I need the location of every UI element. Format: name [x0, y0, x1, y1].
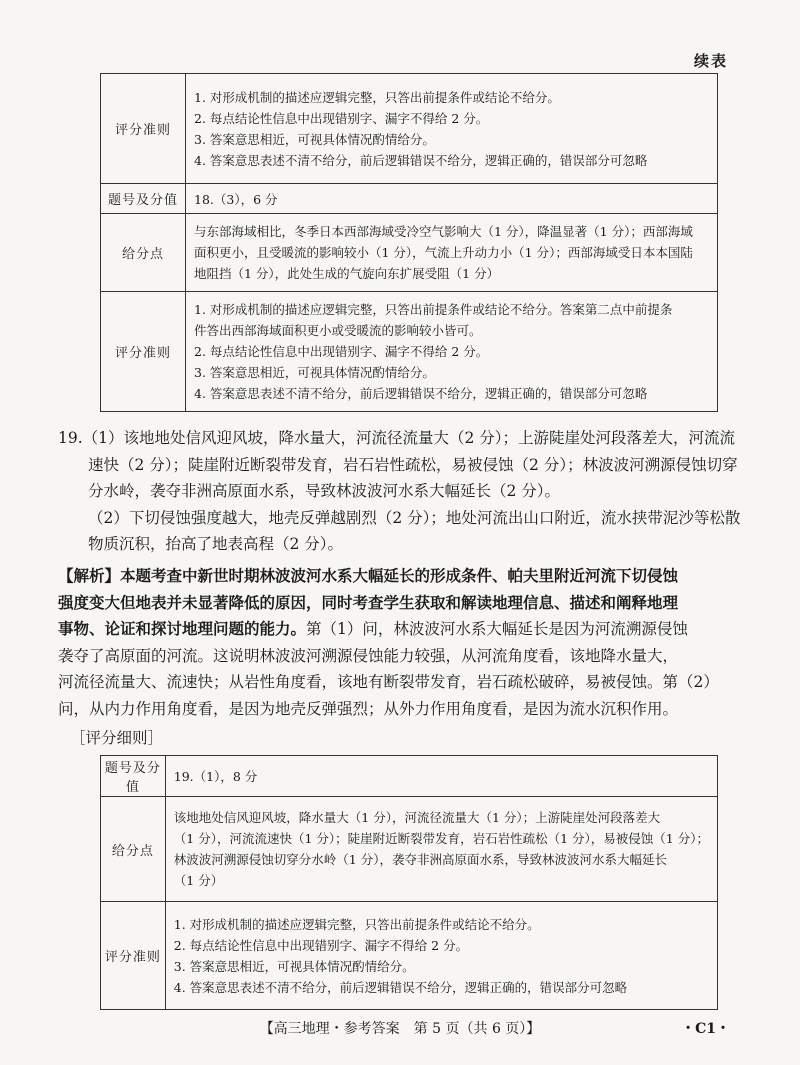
- scoring-line: 面积更小，且受暖流的影响较小（1 分），气流上升动力小（1 分）；西部海域受日本本国陆: [194, 245, 693, 260]
- row-label: 题号及分值: [101, 184, 186, 214]
- answer-line: 19.（1）该地地处信风迎风坡，降水量大，河流径流量大（2 分）；上游陡崖处河段落差大，河流流: [58, 429, 736, 447]
- question-score: 19.（1），8 分: [165, 756, 717, 797]
- table-row: [101, 797, 718, 902]
- criteria-line: 件答出西部海域面积更小或受暖流的影响较小皆可。: [194, 323, 482, 338]
- criteria-line: 4. 答案意思表述不清不给分，前后逻辑错误不给分，逻辑正确的，错误部分可忽略: [194, 152, 648, 168]
- criteria-line: 1. 对形成机制的描述应逻辑完整，只答出前提条件或结论不给分。: [173, 916, 540, 932]
- table-row: [101, 756, 718, 797]
- criteria-line: 2. 每点结论性信息中出现错别字、漏字不得给 2 分。: [173, 937, 469, 953]
- analysis-bold-text: 事物、论证和探讨地理问题的能力。: [58, 619, 307, 638]
- criteria-cell: [186, 292, 718, 412]
- analysis-line: 问，从内力作用角度看，是因为地壳反弹强烈；从外力作用角度看，是因为流水沉积作用。: [58, 699, 679, 718]
- table-row: [101, 292, 718, 412]
- criteria-line: 1. 对形成机制的描述应逻辑完整，只答出前提条件或结论不给分。: [194, 89, 560, 105]
- scoring-line: （1 分）: [173, 873, 224, 888]
- scoring-line: 该地地处信风迎风坡，降水量大（1 分），河流径流量大（1 分）；上游陡崖处河段落差大: [173, 810, 661, 825]
- row-label: 给分点: [101, 214, 186, 292]
- scoring-line: （1 分），河流流速快（1 分）；陡崖附近断裂带发育，岩石岩性疏松（1 分），易被侵蚀（1 分）；: [173, 831, 709, 846]
- grading-table-19: [100, 755, 718, 1010]
- analysis-line: 强度变大但地表并未显著降低的原因，同时考查学生获取和解读地理信息、描述和阐释地理: [58, 592, 679, 612]
- table-row: [101, 74, 718, 184]
- criteria-line: 1. 对形成机制的描述应逻辑完整，只答出前提条件或结论不给分。答案第二点中前提条: [194, 302, 673, 317]
- question-score: 18.（3），6 分: [186, 184, 718, 214]
- analysis-line: 河流径流量大、流速快；从岩性角度看，该地有断裂带发育，岩石疏松破碎，易被侵蚀。第（2）: [58, 673, 719, 691]
- grading-table-18: [100, 73, 718, 412]
- criteria-line: 3. 答案意思相近，可视具体情况酌情给分。: [194, 365, 435, 380]
- analysis-line: 【解析】本题考查中新世时期林波波河水系大幅延长的形成条件、帕夫里附近河流下切侵蚀: [58, 566, 679, 585]
- page-footer: 【高三地理・参考答案 第 5 页（共 6 页）】: [259, 1021, 541, 1037]
- footer-code: ・C1・: [681, 1021, 730, 1037]
- answer-line: （2）下切侵蚀强度越大，地壳反弹越剧烈（2 分）；地处河流出山口附近，流水挟带泥沙等松散: [88, 508, 741, 527]
- criteria-line: 2. 每点结论性信息中出现错别字、漏字不得给 2 分。: [194, 344, 489, 359]
- analysis-line: [58, 616, 738, 643]
- row-label: 题号及分值: [101, 756, 166, 797]
- scoring-line: 与东部海域相比，冬季日本西部海域受冷空气影响大（1 分），降温显著（1 分）；西部海域: [194, 224, 693, 239]
- table-row: [101, 902, 718, 1010]
- row-label: 评分准则: [101, 902, 166, 1010]
- row-label: 评分准则: [101, 74, 186, 184]
- answer-line: 物质沉积，抬高了地表高程（2 分）。: [88, 535, 344, 553]
- analysis-line: 袭夺了高原面的河流。这说明林波波河溯源侵蚀能力较强，从河流角度看，该地降水量大，: [58, 646, 679, 665]
- scoring-points-cell: [165, 797, 717, 902]
- analysis-section: [58, 563, 738, 722]
- answer-19: [58, 425, 741, 558]
- criteria-line: 3. 答案意思相近，可视具体情况酌情给分。: [173, 958, 415, 974]
- criteria-line: 2. 每点结论性信息中出现错别字、漏字不得给 2 分。: [194, 110, 489, 126]
- row-label: 给分点: [101, 797, 166, 902]
- scoring-line: 地阻挡（1 分），此处生成的气旋向东扩展受阻（1 分）: [194, 266, 500, 281]
- scoring-details-heading: ［评分细则］: [70, 729, 164, 747]
- table-row: [101, 214, 718, 292]
- analysis-text: 第（1）问，林波波河水系大幅延长是因为河流溯源侵蚀: [306, 620, 688, 638]
- criteria-cell: [165, 902, 717, 1010]
- answer-line: 速快（2 分）；陡崖附近断裂带发育，岩石岩性疏松，易被侵蚀（2 分）；林波波河溯源侵蚀切穿: [88, 455, 738, 474]
- criteria-cell: [186, 74, 718, 184]
- criteria-line: 4. 答案意思表述不清不给分，前后逻辑错误不给分，逻辑正确的，错误部分可忽略: [173, 979, 628, 995]
- continued-label: 续表: [693, 52, 728, 70]
- answer-line: 分水岭，袭夺非洲高原面水系，导致林波波河水系大幅延长（2 分）。: [88, 482, 561, 500]
- table-row: [101, 184, 718, 214]
- criteria-line: 4. 答案意思表述不清不给分，前后逻辑错误不给分，逻辑正确的，错误部分可忽略: [194, 386, 648, 401]
- criteria-line: 3. 答案意思相近，可视具体情况酌情给分。: [194, 131, 435, 147]
- scoring-points-cell: [186, 214, 718, 292]
- row-label: 评分准则: [101, 292, 186, 412]
- scoring-line: 林波波河溯源侵蚀切穿分水岭（1 分），袭夺非洲高原面水系，导致林波波河水系大幅延长: [173, 852, 667, 867]
